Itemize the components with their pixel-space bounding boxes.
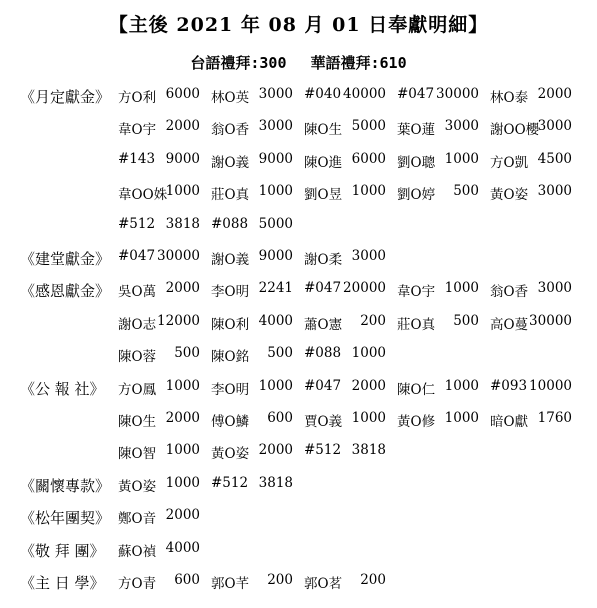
donation-amount: 2000	[165, 118, 200, 135]
donation-amount: 1000	[258, 183, 293, 200]
ledger-line	[0, 442, 597, 468]
donation-amount: 30000	[157, 248, 200, 264]
section-label: 《主 日 學》	[20, 574, 105, 592]
donor-name: #047	[304, 280, 342, 297]
donor-name: 蕭O憲	[304, 316, 343, 333]
donation-amount: 1000	[258, 377, 293, 394]
donation-amount: 600	[267, 410, 293, 426]
donation-amount: 2241	[258, 280, 293, 297]
donor-name: 賈O義	[304, 414, 343, 430]
donor-name: 韋O宇	[118, 122, 157, 139]
donor-name: 吳O萬	[118, 284, 157, 301]
donation-amount: 2000	[165, 410, 200, 426]
section-label: 《公 報 社》	[20, 379, 105, 398]
donation-amount: 600	[174, 572, 200, 588]
section-label: 《關懷專款》	[20, 476, 111, 495]
taiwanese-attendance: 台語禮拜:300	[190, 54, 287, 72]
donor-name: 陳O智	[118, 446, 157, 463]
ledger-line	[0, 507, 597, 533]
donation-amount: 200	[360, 312, 386, 329]
donor-name: 郭O茗	[304, 576, 343, 592]
donation-amount: 500	[453, 183, 479, 200]
donor-name: 李O明	[211, 381, 250, 398]
donation-amount: 3818	[258, 474, 293, 491]
ledger-line	[0, 540, 597, 566]
donation-amount: 20000	[343, 280, 386, 297]
donation-amount: 10000	[529, 377, 572, 394]
donor-name: 劉O昱	[304, 187, 343, 204]
donor-name: 謝O柔	[304, 252, 343, 268]
donation-amount: 3000	[351, 248, 386, 264]
donor-name: 劉O婷	[397, 187, 436, 204]
donor-name: #093	[490, 377, 528, 394]
ledger-line	[0, 378, 597, 404]
donor-name: 陳O銘	[211, 349, 250, 366]
donor-name: #040	[304, 86, 342, 102]
donation-amount: 3000	[537, 280, 572, 297]
donation-amount: 4000	[258, 312, 293, 329]
donation-amount: 9000	[165, 150, 200, 167]
ledger-line	[0, 572, 597, 598]
donor-name: #047	[304, 377, 342, 394]
section-label: 《建堂獻金》	[20, 250, 111, 268]
donation-amount: 2000	[165, 507, 200, 524]
donor-name: 謝OO櫻	[490, 122, 540, 139]
donor-name: 高O蔓	[490, 316, 529, 333]
donation-amount: 1000	[351, 345, 386, 362]
donor-name: 李O明	[211, 284, 250, 301]
donation-amount: 30000	[436, 86, 479, 102]
donation-amount: 3000	[537, 118, 572, 135]
donor-name: 陳O仁	[397, 381, 436, 398]
ledger-line	[0, 86, 597, 112]
donor-name: 黃O姿	[490, 187, 529, 204]
mandarin-attendance: 華語禮拜:610	[310, 54, 407, 72]
donation-amount: 1000	[351, 410, 386, 426]
donation-amount: 2000	[258, 442, 293, 459]
donor-name: #512	[304, 442, 342, 459]
donation-amount: 1000	[165, 442, 200, 459]
donor-name: #047	[397, 86, 435, 102]
donor-name: #512	[211, 474, 249, 491]
donor-name: #512	[118, 215, 156, 232]
donor-name: 翁O香	[211, 122, 250, 139]
donation-amount: 5000	[258, 215, 293, 232]
donor-name: 謝O志	[118, 316, 157, 333]
donation-amount: 1760	[537, 410, 572, 426]
donor-name: 方O凱	[490, 154, 529, 171]
ledger-line	[0, 151, 597, 177]
donor-name: 林O英	[211, 90, 250, 106]
donation-amount: 9000	[258, 150, 293, 167]
donation-amount: 6000	[165, 86, 200, 102]
section-label: 《松年團契》	[20, 509, 111, 528]
donor-name: 方O利	[118, 90, 157, 106]
donation-amount: 4500	[537, 150, 572, 167]
donation-amount: 5000	[351, 118, 386, 135]
donation-amount: 1000	[444, 377, 479, 394]
donation-amount: 9000	[258, 248, 293, 264]
donation-amount: 3818	[165, 215, 200, 232]
donor-name: 暗O獻	[490, 414, 529, 430]
donation-amount: 2000	[537, 86, 572, 102]
donation-amount: 1000	[165, 183, 200, 200]
donor-name: 葉O蓮	[397, 122, 436, 139]
donation-amount: 1000	[165, 474, 200, 491]
ledger-line	[0, 410, 597, 436]
section-label: 《感恩獻金》	[20, 282, 111, 301]
donor-name: 黃O姿	[118, 478, 157, 495]
donation-amount: 3000	[258, 118, 293, 135]
donor-name: 謝O義	[211, 252, 250, 268]
donation-amount: 3818	[351, 442, 386, 459]
donor-name: 鄭O音	[118, 511, 157, 528]
donor-name: 黃O修	[397, 414, 436, 430]
donor-name: 林O泰	[490, 90, 529, 106]
ledger-line	[0, 248, 597, 274]
donor-name: #088	[304, 345, 342, 362]
section-label: 《敬 拜 團》	[20, 541, 105, 560]
donor-name: 郭O芊	[211, 576, 250, 592]
donor-name: 謝O義	[211, 154, 250, 171]
section-label: 《月定獻金》	[20, 88, 111, 106]
donation-amount: 3000	[444, 118, 479, 135]
page-title: 【主後 2021 年 08 月 01 日奉獻明細】	[108, 14, 489, 36]
ledger-line	[0, 183, 597, 209]
donation-amount: 500	[453, 312, 479, 329]
ledger-line	[0, 345, 597, 371]
ledger-line	[0, 118, 597, 144]
ledger-line	[0, 280, 597, 306]
donation-amount: 500	[267, 345, 293, 362]
donation-amount: 1000	[444, 150, 479, 167]
donation-amount: 6000	[351, 150, 386, 167]
attendance-summary	[0, 52, 597, 73]
donor-name: 方O鳳	[118, 381, 157, 398]
donor-name: 莊O真	[211, 187, 250, 204]
donor-name: #047	[118, 248, 156, 264]
donor-name: 陳O蓉	[118, 349, 157, 366]
donor-name: 陳O生	[118, 414, 157, 430]
donation-amount: 1000	[444, 410, 479, 426]
donor-name: 方O青	[118, 576, 157, 592]
donor-name: 陳O生	[304, 122, 343, 139]
donation-amount: 200	[360, 572, 386, 588]
donor-name: #143	[118, 150, 156, 167]
donor-name: 劉O聰	[397, 154, 436, 171]
donation-amount: 1000	[444, 280, 479, 297]
donor-name: 黃O姿	[211, 446, 250, 463]
donation-amount: 3000	[537, 183, 572, 200]
donation-amount: 1000	[165, 377, 200, 394]
donation-amount: 12000	[157, 312, 200, 329]
donation-amount: 30000	[529, 312, 572, 329]
donation-amount: 500	[174, 345, 200, 362]
donation-amount: 200	[267, 572, 293, 588]
donor-name: 韋OO姝	[118, 187, 168, 204]
donor-name: 陳O利	[211, 316, 250, 333]
donation-amount: 40000	[343, 86, 386, 102]
donor-name: 莊O真	[397, 316, 436, 333]
donation-amount: 4000	[165, 539, 200, 556]
donor-name: 蘇O禎	[118, 543, 157, 560]
ledger-line	[0, 313, 597, 339]
donor-name: #088	[211, 215, 249, 232]
donation-amount: 3000	[258, 86, 293, 102]
donation-amount: 2000	[351, 377, 386, 394]
donor-name: 韋O宇	[397, 284, 436, 301]
ledger-line	[0, 475, 597, 501]
donation-amount: 1000	[351, 183, 386, 200]
donor-name: 翁O香	[490, 284, 529, 301]
donation-amount: 2000	[165, 280, 200, 297]
ledger-line	[0, 216, 597, 242]
donor-name: 陳O進	[304, 154, 343, 171]
donor-name: 傅O鱗	[211, 414, 250, 430]
